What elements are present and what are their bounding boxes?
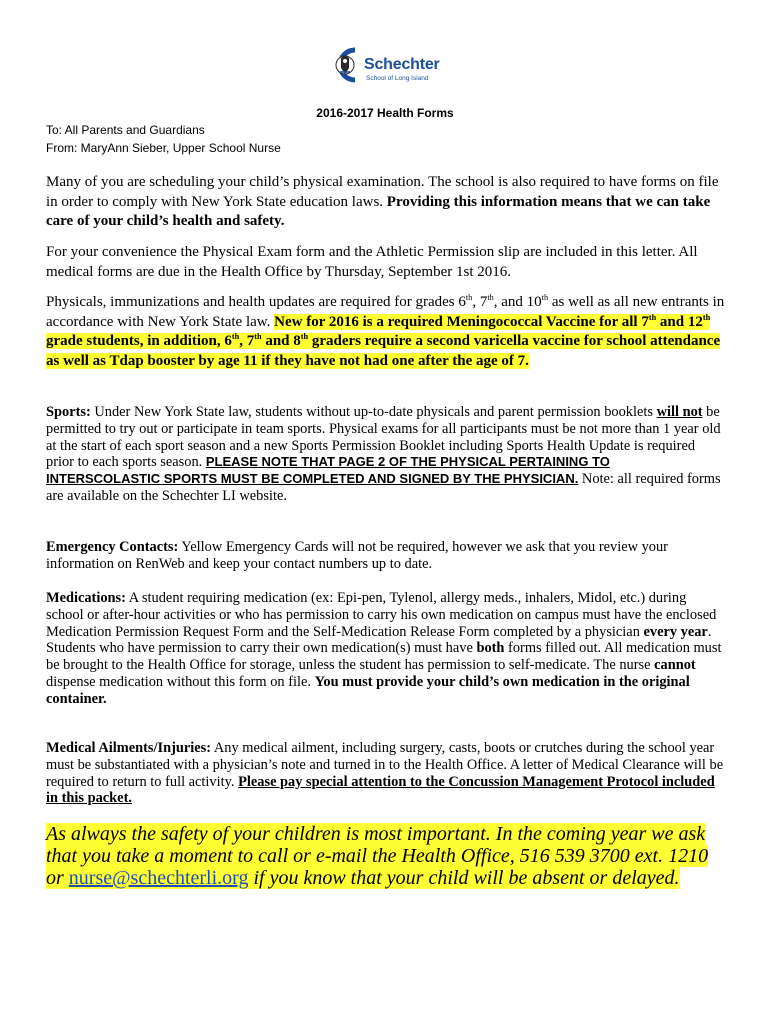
letter-to-line: To: All Parents and Guardians — [46, 123, 205, 137]
requirements-text-b: , 7 — [472, 294, 488, 310]
school-logo-name: Schechter — [364, 56, 440, 73]
letter-title: 2016-2017 Health Forms — [316, 106, 454, 120]
medications-paragraph — [46, 590, 726, 708]
nurse-email-link[interactable]: nurse@schechterli.org — [68, 867, 249, 889]
closing-text-a: As always the safety of your children is most important. In the coming year we ask that you take a moment to call or e-mail the Health Office, 516 539 3700 ext. 1210 or — [46, 823, 709, 889]
medications-text-d: dispense medication without this form on file. — [46, 673, 315, 690]
school-crest-icon — [328, 44, 362, 86]
requirements-text-a: Physicals, immunizations and health updates are required for grades 6 — [46, 294, 466, 310]
physical-page-notice: PLEASE NOTE THAT PAGE 2 OF THE PHYSICAL PERTAINING TO INTERSCOLASTIC SPORTS MUST BE COMPLETED AND SIGNED BY THE PHYSICIAN. — [46, 454, 610, 487]
intro-text: Many of you are scheduling your child’s physical examination. The school is also required to have forms on file in order to comply with New York State education laws. — [46, 174, 719, 210]
original-container-notice: You must provide your child’s own medication in the original container. — [46, 673, 690, 707]
ordinal-suffix: th — [231, 332, 240, 341]
ordinal-suffix: th — [465, 293, 473, 302]
highlight-text-i: and 8 — [261, 333, 301, 349]
medications-label: Medications: — [46, 590, 126, 606]
highlight-text-h: , 7 — [239, 333, 255, 349]
sports-label: Sports: — [46, 404, 91, 420]
requirements-paragraph — [46, 293, 726, 371]
intro-paragraph — [46, 173, 726, 232]
sports-text-a: Under New York State law, students without up-to-date physicals and parent permission booklets — [90, 404, 657, 420]
closing-highlight — [46, 823, 708, 889]
highlight-text-g: grade students, in addition, 6 — [46, 333, 232, 349]
highlight-text-e: New for 2016 is a required Meningococcal Vaccine for all 7 — [274, 313, 649, 330]
closing-paragraph — [46, 823, 726, 889]
ordinal-suffix: th — [541, 293, 549, 302]
requirements-text-c: , and 10 — [493, 294, 542, 310]
ordinal-suffix: th — [487, 293, 494, 302]
sports-text-b: be permitted to try out or participate in team sports. Physical exams for all participants must be not more than 1 year old at the start of each sport season and a new Sports Permission Booklet including Sports Health Update is required prior to each sports season. — [46, 404, 721, 471]
medical-ailments-label: Medical Ailments/Injuries: — [46, 740, 212, 756]
requirements-text-d: as well as all new entrants in accordance with New York State law. — [46, 294, 725, 330]
medications-text-a: A student requiring medication (ex: Epi-pen, Tylenol, allergy meds., inhalers, Midol, etc.) during school or after-hour activities or who has permission to carry his own medication on campus must have the enclosed Medication Permission Request Form and the Self-Medication Release Form completed by a physician — [46, 590, 717, 640]
concussion-protocol-notice: Please pay special attention to the Concussion Management Protocol included in this packet. — [46, 773, 715, 807]
emergency-contacts-text: Yellow Emergency Cards will not be required, however we ask that you review your information on RenWeb and keep your contact numbers up to date. — [46, 539, 668, 572]
letter-from-line: From: MaryAnn Sieber, Upper School Nurse — [46, 141, 281, 155]
both-emphasis: both — [476, 640, 505, 657]
intro-bold-text: Providing this information means that we can take care of your child’s health and safety. — [46, 193, 711, 229]
emergency-contacts-paragraph — [46, 539, 726, 573]
closing-text-b: if you know that your child will be absent or delayed. — [248, 867, 680, 889]
ordinal-suffix: th — [254, 332, 262, 341]
ordinal-suffix: th — [300, 332, 309, 341]
school-logo-subtitle: School of Long Island — [366, 75, 429, 82]
medications-text-b: . Students who have permission to carry their own medication(s) must have — [46, 623, 712, 657]
school-logo — [328, 44, 448, 88]
sports-text-c: Note: all required forms are available on the Schechter LI website. — [46, 471, 721, 504]
sports-paragraph — [46, 404, 726, 505]
highlight-text-j: graders require a second varicella vaccine for school attendance as well as Tdap booster by age 11 if they have not had one after the age of 7. — [46, 333, 721, 369]
medical-ailments-text: Any medical ailment, including surgery, casts, boots or crutches during the school year must be substantiated with a physician’s note and turned in to the Health Office. A letter of Medical Clearance will be required to return to full activity. — [46, 740, 724, 790]
highlight-text-f: and 12 — [656, 313, 703, 330]
medications-text-c: forms filled out. All medication must be brought to the Health Office for storage, unless the student has permission to self-medicate. The nurse — [46, 640, 722, 674]
every-year-emphasis: every year — [643, 623, 708, 640]
will-not-emphasis: will not — [656, 404, 703, 420]
ordinal-suffix: th — [702, 312, 711, 322]
medical-ailments-paragraph — [46, 740, 726, 807]
ordinal-suffix: th — [648, 312, 657, 322]
cannot-emphasis: cannot — [654, 657, 696, 674]
convenience-paragraph: For your convenience the Physical Exam form and the Athletic Permission slip are included in this letter. All medical forms are due in the Health Office by Thursday, September 1st 2016. — [46, 244, 698, 280]
emergency-contacts-label: Emergency Contacts: — [46, 539, 179, 555]
